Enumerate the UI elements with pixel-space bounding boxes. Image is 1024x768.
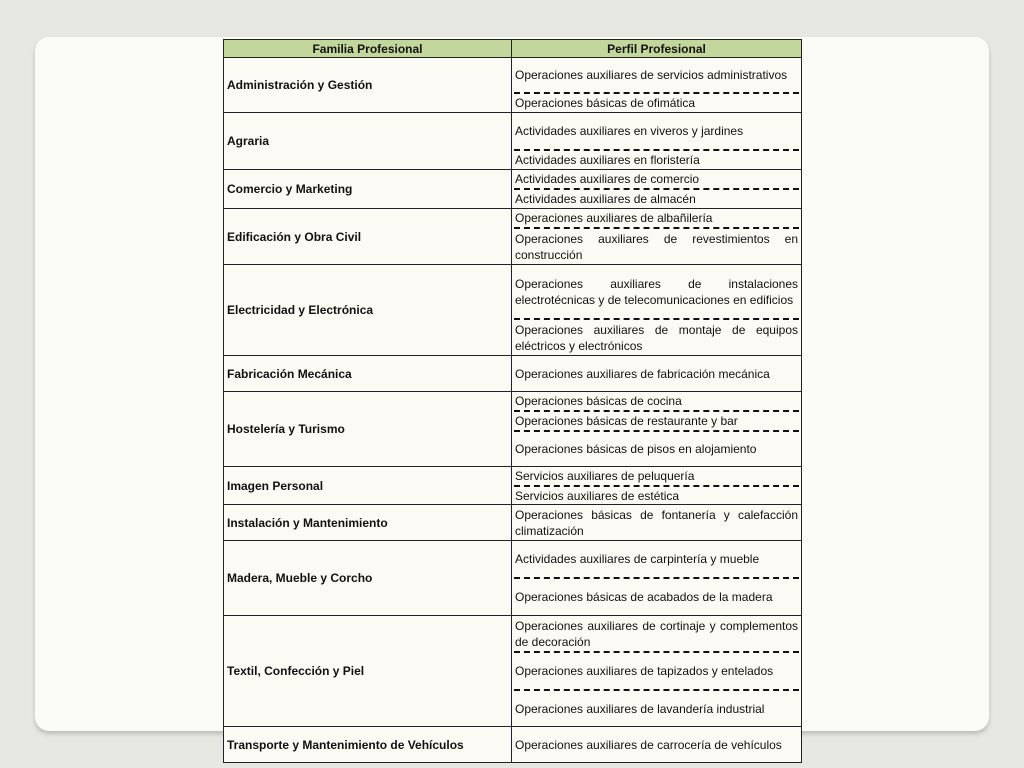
profile-item	[514, 318, 799, 355]
profile-item	[514, 58, 799, 92]
profile-text: Actividades auxiliares en viveros y jardines	[515, 124, 744, 138]
profile-cell	[512, 616, 802, 727]
profile-item	[514, 392, 799, 410]
header-familia: Familia Profesional	[224, 40, 512, 58]
profile-text: Operaciones básicas de ofimática	[515, 96, 696, 110]
table-row	[224, 541, 802, 616]
profile-cell	[512, 505, 802, 541]
profile-item	[514, 689, 799, 726]
profile-text: Operaciones básicas de fontanería y calefacción climatización	[515, 507, 798, 538]
table-row	[224, 467, 802, 505]
profile-item	[514, 485, 799, 504]
family-cell: Instalación y Mantenimiento	[224, 505, 512, 541]
profile-item	[514, 356, 799, 391]
profile-text: Actividades auxiliares de almacén	[515, 192, 696, 206]
profile-cell	[512, 356, 802, 392]
profile-item	[514, 149, 799, 169]
family-cell: Textil, Confección y Piel	[224, 616, 512, 727]
table-row	[224, 392, 802, 467]
profile-cell	[512, 209, 802, 265]
table-row	[224, 727, 802, 763]
profile-text: Operaciones básicas de acabados de la madera	[515, 590, 773, 604]
profile-item	[514, 188, 799, 208]
header-perfil: Perfil Profesional	[512, 40, 802, 58]
profile-text: Operaciones auxiliares de carrocería de vehículos	[515, 737, 782, 752]
profile-cell	[512, 467, 802, 505]
profile-item	[514, 505, 799, 540]
profile-text: Actividades auxiliares en floristería	[515, 153, 700, 167]
table-row	[224, 58, 802, 113]
profile-text: Operaciones auxiliares de instalaciones electrotécnicas y de telecomunicaciones en edificios	[515, 276, 798, 307]
table-row	[224, 505, 802, 541]
profile-text: Actividades auxiliares de carpintería y mueble	[515, 552, 760, 566]
profile-item	[514, 227, 799, 264]
profile-item	[514, 430, 799, 466]
profile-cell	[512, 265, 802, 356]
profile-text: Operaciones auxiliares de fabricación mecánica	[515, 366, 770, 381]
table-row	[224, 356, 802, 392]
family-cell: Madera, Mueble y Corcho	[224, 541, 512, 616]
profile-text: Operaciones básicas de restaurante y bar	[515, 414, 738, 428]
profile-text: Operaciones auxiliares de tapizados y entelados	[515, 664, 774, 678]
family-cell: Comercio y Marketing	[224, 170, 512, 209]
profile-item	[514, 541, 799, 577]
family-cell: Fabricación Mecánica	[224, 356, 512, 392]
family-cell: Edificación y Obra Civil	[224, 209, 512, 265]
profile-text: Operaciones auxiliares de revestimientos en construcción	[515, 231, 798, 262]
family-cell: Administración y Gestión	[224, 58, 512, 113]
profile-item	[514, 616, 799, 651]
profile-item	[514, 410, 799, 430]
table-row	[224, 265, 802, 356]
profile-text: Operaciones auxiliares de servicios administrativos	[515, 68, 788, 82]
profile-item	[514, 113, 799, 149]
profile-text: Servicios auxiliares de estética	[515, 488, 680, 503]
profile-cell	[512, 541, 802, 616]
profile-cell	[512, 392, 802, 467]
table-row	[224, 209, 802, 265]
profile-item	[514, 209, 799, 227]
table-row	[224, 113, 802, 170]
family-cell: Hostelería y Turismo	[224, 392, 512, 467]
profile-item	[514, 467, 799, 485]
profile-text: Operaciones auxiliares de montaje de equipos eléctricos y electrónicos	[515, 322, 798, 353]
professional-families-table	[223, 39, 802, 763]
profile-item	[514, 170, 799, 188]
profile-cell	[512, 170, 802, 209]
profile-text: Actividades auxiliares de comercio	[515, 172, 700, 186]
family-cell: Electricidad y Electrónica	[224, 265, 512, 356]
profile-item	[514, 651, 799, 689]
profile-cell	[512, 727, 802, 763]
profile-item	[514, 92, 799, 112]
profile-text: Operaciones básicas de pisos en alojamiento	[515, 442, 757, 456]
profile-item	[514, 577, 799, 615]
profile-cell	[512, 58, 802, 113]
profile-item	[514, 727, 799, 762]
profile-text: Servicios auxiliares de peluquería	[515, 469, 695, 483]
profile-text: Operaciones auxiliares de cortinaje y complementos de decoración	[515, 618, 798, 649]
family-cell: Imagen Personal	[224, 467, 512, 505]
profile-item	[514, 265, 799, 318]
profile-text: Operaciones auxiliares de lavandería industrial	[515, 701, 765, 716]
table-header-row	[224, 40, 802, 58]
profile-text: Operaciones auxiliares de albañilería	[515, 211, 713, 225]
table-row	[224, 170, 802, 209]
family-cell: Transporte y Mantenimiento de Vehículos	[224, 727, 512, 763]
family-cell: Agraria	[224, 113, 512, 170]
table-row	[224, 616, 802, 727]
profile-cell	[512, 113, 802, 170]
profile-text: Operaciones básicas de cocina	[515, 394, 682, 408]
